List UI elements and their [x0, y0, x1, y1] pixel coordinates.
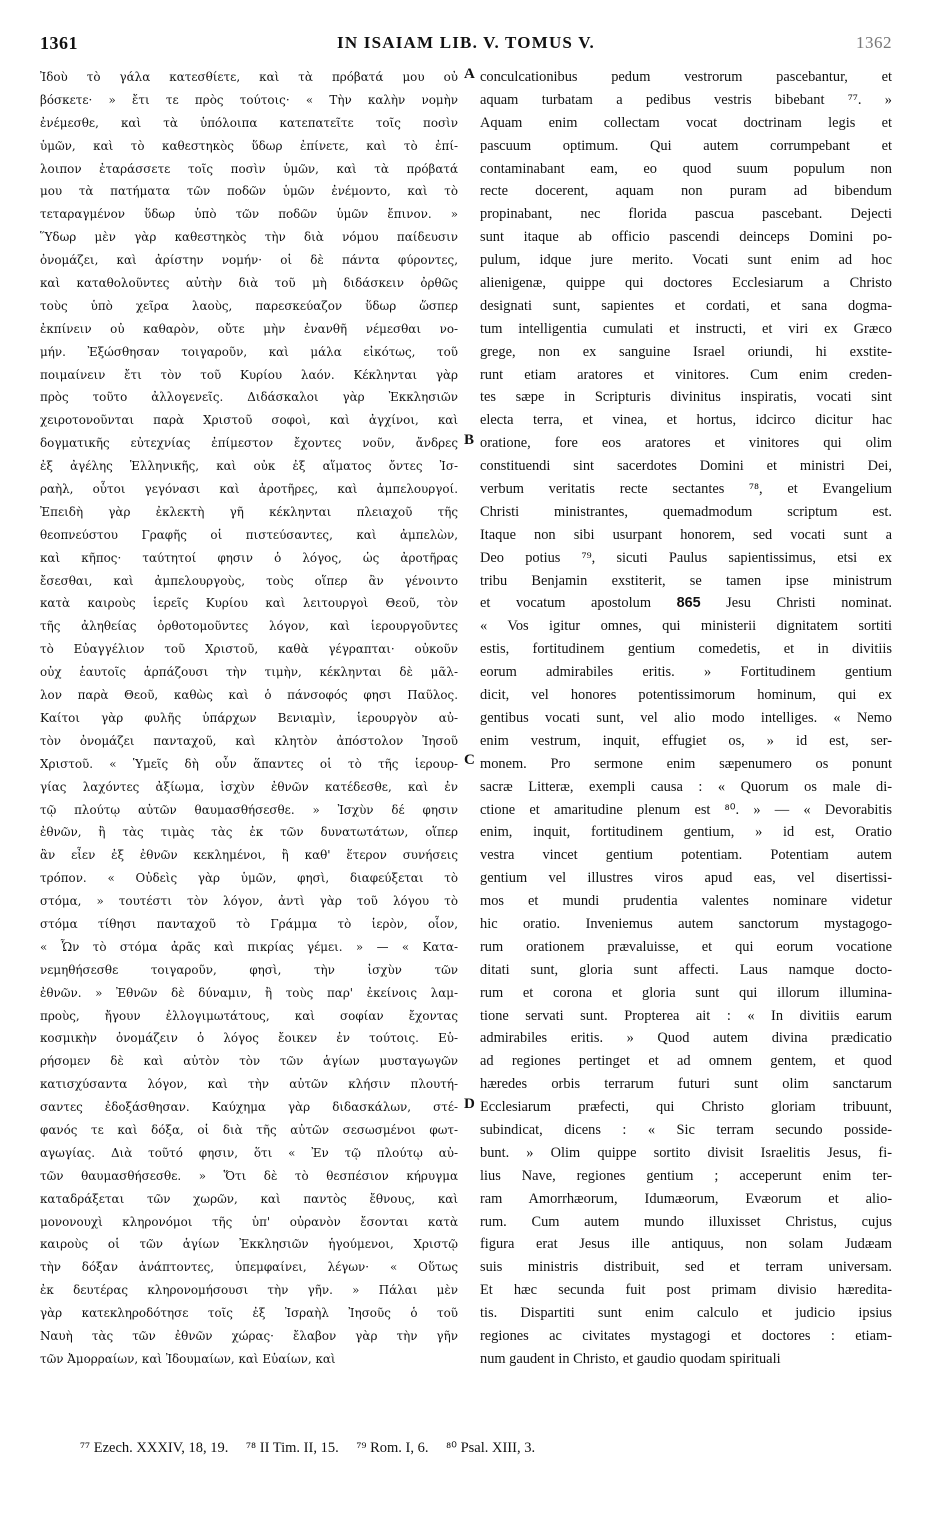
- page-number-right: 1362: [856, 33, 892, 52]
- greek-text-line: Καίτοι γὰρ φυλῆς ὑπάρχων Βενιαμὶν, ἱερουργὸν αὐ-: [40, 710, 458, 725]
- latin-text-line: dicit, vel honores potentissimorum hominum, qui ex: [480, 687, 892, 704]
- greek-text-line: ἐθνῶν. » Ἐθνῶν δὲ δύναμιν, ἢ τοὺς παρ' ἐκείνοις λαμ-: [40, 985, 458, 1000]
- greek-text-line: λοιπον ἐταράσσετε τοῖς ποσὶν ὑμῶν, καὶ τὰ πρόβατά: [40, 161, 458, 176]
- latin-text-line: tione servati sunt. Propterea ait : « In divitiis earum: [480, 1007, 892, 1024]
- latin-text-line: estis, fortitudinem gentium comedetis, et in divitiis: [480, 641, 892, 658]
- latin-text-line: rum et corona et gloria sunt qui illorum illumina-: [480, 984, 892, 1001]
- latin-text-line: eorum admirabiles eritis. » Fortitudinem gentium: [480, 664, 892, 681]
- greek-text-line: τοὺς ὑπὸ χεῖρα λαοὺς, παρεσκεύαζον ὕδωρ ὥσπερ: [40, 298, 458, 313]
- latin-text-line: ditati sunt, gloria sunt affecti. Laus namque docto-: [480, 961, 892, 978]
- latin-text-line: num gaudent in Christo, et gaudio quodam spirituali: [480, 1350, 781, 1367]
- greek-text-line: πρὸς τοῦτο ἀλλογενεῖς. Διδάσκαλοι γὰρ Ἐκκλησιῶν: [40, 390, 458, 405]
- greek-text-line: σαντες ἐδοξάσθησαν. Καύχημα γὰρ διδασκάλων, στέ-: [40, 1100, 458, 1115]
- greek-text-line: Ἐπειδὴ γὰρ ἐκλεκτὴ γῆ κέκληνται πλειαχοῦ τῆς: [40, 504, 458, 519]
- greek-text-line: προὺς, ἤγουν ἐλλογιμωτάτους, καὶ σοφίαν ἔχοντας: [40, 1008, 458, 1023]
- latin-text-line: electa terra, et vinea, et hortus, idcirco dicitur hac: [480, 412, 892, 429]
- latin-text-column: [480, 66, 892, 1371]
- latin-text-line: rum orationem prævaluisse, et qui eorum vocatione: [480, 938, 892, 955]
- greek-text-line: κατισχύσαντα λόγον, καὶ τὴν αὐτῶν κλήσιν πλουτή-: [40, 1077, 458, 1092]
- greek-text-line: ἔσεσθαι, καὶ ἀμπελουργοὺς, τοὺς οἵπερ ἂν γένοιντο: [40, 573, 458, 588]
- greek-text-line: τρόπον. « Οὐδεὶς γὰρ ὑμῶν, φησὶ, διαφεύξεται τὸ: [40, 871, 458, 886]
- greek-text-line: ἐκπίνειν οὐ καθαρὸν, οὔτε μὴν ἐνανθῆ νέμεσθαι νο-: [40, 321, 458, 336]
- latin-text-line: designati sunt, sapientes et cordati, et sana dogma-: [480, 297, 892, 314]
- section-marker-c: C: [464, 752, 475, 768]
- running-title: IN ISAIAM LIB. V. TOMUS V.: [337, 33, 595, 52]
- footnotes: [80, 1440, 549, 1457]
- latin-text-line: enim, inquit, fortitudinem gentium, » id est, Oratio: [480, 824, 892, 841]
- latin-text-line: pascuum optimum. Qui autem corrumpebant et: [480, 137, 892, 154]
- latin-text-line: ad regiones pertinget et ad omnem gentem, et quod: [480, 1053, 892, 1070]
- greek-text-line: ὑμῶν, καὶ τὸ καθεστηκὸς ὕδωρ ἐπίνετε, καὶ τὸ ἐπί-: [40, 138, 458, 153]
- latin-text-line: Deo potius ⁷⁹, sicuti Paulus sapientissimus, etsi ex: [480, 549, 892, 566]
- latin-text-line: admirabiles eritis. » Quod autem divina prædicatio: [480, 1030, 892, 1047]
- latin-text-line: conculcationibus pedum vestrorum pascebantur, et: [480, 69, 892, 85]
- greek-text-line: ἐθνῶν, ἢ τὰς τιμὰς τὰς ἐκ τῶν δυνατωτάτων, οἵπερ: [40, 825, 458, 840]
- latin-text-line: recte docerent, aquam non puram ad bibendum: [480, 183, 892, 200]
- latin-text-line: grege, non ex sanguine Israel oriundi, hi exstite-: [480, 343, 892, 360]
- greek-text-line: καὶ κῆπος· ταύτητοί φησιν ὁ λόγος, ὡς ἀροτῆρας: [40, 550, 458, 565]
- latin-text-line: constituendi sint sacerdotes Domini et ministri Dei,: [480, 458, 892, 475]
- latin-text-line: gentibus vocati sunt, vel alio modo intelliges. « Nemo: [480, 709, 892, 726]
- greek-text-line: καὶ καταθολοῦντες αὐτὴν διὰ τοῦ μὴ διδάσκειν ὀρθῶς: [40, 276, 458, 291]
- latin-text-line: Ecclesiarum præfecti, qui Christo gloriam tribuunt,: [480, 1099, 892, 1116]
- greek-text-line: νεμηθήσεσθε τοιγαροῦν, φησὶ, τὴν ἰσχὺν τῶν: [40, 962, 458, 977]
- latin-text-line: figura erat Jesus ille antiquus, non solam Judæam: [480, 1236, 892, 1253]
- latin-text-line: alienigenæ, quippe qui doctores Ecclesiarum a Christo: [480, 275, 892, 292]
- footnote-77: ⁷⁷ Ezech. XXXIV, 18, 19.: [80, 1440, 229, 1456]
- greek-text-line: Ὕδωρ μὲν γὰρ καθεστηκὸς τὴν διὰ νόμου παίδευσιν: [40, 230, 458, 245]
- latin-text-line: hæredes orbis terrarum futuri sunt olim sanctarum: [480, 1076, 892, 1093]
- greek-text-line: λον παρὰ Θεοῦ, καθὼς καὶ ὁ πάνσοφός φησι Παῦλος.: [40, 688, 458, 703]
- latin-text-line: tis. Dispartiti sunt enim calculo et judicio ipsius: [480, 1305, 892, 1322]
- latin-text-line: verbum veritatis recte sectantes ⁷⁸, et Evangelium: [480, 481, 892, 498]
- greek-text-line: τὸν ὀνομάζει πανταχοῦ, καὶ κλητὸν ἀπόστολον Ἰησοῦ: [40, 733, 458, 748]
- latin-text-line: sacræ Litteræ, exempli causa : « Quorum os male di-: [480, 778, 892, 795]
- latin-text-line: « Vos igitur omnes, qui ministerii dignitatem sortiti: [480, 618, 892, 635]
- latin-text-line: rum. Cum autem mundo illuxisset Christus, cujus: [480, 1213, 892, 1230]
- latin-text-line: sunt itaque ab officio pascendi deinceps Domini po-: [480, 229, 892, 246]
- greek-text-line: « Ὧν τὸ στόμα ἀρᾶς καὶ πικρίας γέμει. » — « Κατα-: [40, 939, 458, 954]
- latin-text-line: regiones ac civitates mystagogi et doctores : etiam-: [480, 1327, 892, 1344]
- footnote-80: ⁸⁰ Psal. XIII, 3.: [446, 1440, 536, 1456]
- greek-text-line: δογματικῆς εὐτεχνίας ἐπίμεστον ἔχοντες νοῦν, ἄνδρες: [40, 436, 458, 451]
- latin-text-line: runt etiam aratores et vinitores. Cum enim creden-: [480, 366, 892, 383]
- greek-text-line: ποιμαίνειν ἔτι τὸν τοῦ Κυρίου λαόν. Κέκληνται γὰρ: [40, 367, 458, 382]
- greek-text-column: [40, 66, 458, 1371]
- greek-text-line: βόσκετε· » ἔτι τε πρὸς τούτοις· « Τὴν καλὴν νομὴν: [40, 92, 458, 107]
- greek-text-line: ρήσομεν δὲ καὶ αὐτὸν τὸν τῶν ἁγίων μυσταγωγῶν: [40, 1054, 458, 1069]
- greek-text-line: μήν. Ἐξώσθησαν τοιγαροῦν, καὶ μάλα εἰκότως, τοῦ: [40, 344, 458, 359]
- greek-text-line: τῶν θαυμασθήσεσθε. » Ὅτι δὲ τὸ θεσπέσιον κήρυγμα: [40, 1168, 458, 1183]
- latin-text-line: bunt. » Olim quippe sortito divisit Israelitis Jesus, fi-: [480, 1144, 892, 1161]
- greek-text-line: τεταραγμένον ὕδωρ ὑπὸ τῶν ποδῶν ὑμῶν ἔπινον. »: [40, 207, 458, 222]
- latin-text-line: Christi ministrantes, quemadmodum scriptum est.: [480, 503, 892, 520]
- greek-text-line: κοσμικὴν ὀνομάζειν ὁ λόγος ἔοικεν ἐν τούτοις. Εὑ-: [40, 1031, 458, 1046]
- latin-text-line: vestra vincet gentium potentiam. Potentiam autem: [480, 847, 892, 864]
- section-marker-a: A: [464, 66, 475, 82]
- latin-text-line: pulum, idque jure merito. Vocati sunt enim ad hoc: [480, 252, 892, 269]
- latin-text-line: tes sæpe in Scripturis divinitus inspiratis, vocati sint: [480, 389, 892, 406]
- greek-text-line: ἂν εἶεν ἐξ ἐθνῶν κεκλημένοι, ἢ καθ' ἕτερον συνήσεις: [40, 848, 458, 863]
- latin-text-line: Et hæc secunda fuit post primam divisio hæredita-: [480, 1282, 892, 1299]
- latin-text-line: oratione, fore eos aratores et vinitores qui olim: [480, 435, 892, 452]
- latin-text-line: suis ministris distribuit, sed et terram universam.: [480, 1259, 892, 1276]
- greek-text-line: στόμα τίθησι πανταχοῦ τὸ Γράμμα τὸ ἱερὸν, οἷον,: [40, 916, 458, 931]
- latin-text-line: Aquam enim collectam vocat doctrinam legis et: [480, 114, 892, 131]
- footnote-78: ⁷⁸ II Tim. II, 15.: [246, 1440, 339, 1456]
- latin-text-line: et vocatum apostolum 865 Jesu Christi nominat.: [480, 595, 892, 612]
- greek-text-line: Ναυὴ τὰς τῶν ἐθνῶν χώρας· ἔλαβον γὰρ τὴν γῆν: [40, 1328, 458, 1343]
- latin-text-line: aquam turbatam a pedibus vestris bibebant ⁷⁷. »: [480, 91, 892, 108]
- latin-text-line: enim vestrum, inquit, effugiet os, » id est, ser-: [480, 732, 892, 749]
- greek-text-line: ὀνομάζει, καὶ ἀρίστην νομήν· οἱ δὲ πάντα φύροντες,: [40, 253, 458, 268]
- greek-text-line: τὸ Εὐαγγέλιον τοῦ Χριστοῦ, καθὰ γέγραπται· οὐκοῦν: [40, 642, 458, 657]
- latin-text-line: hic oratio. Inveniemus autem sanctorum mystagogo-: [480, 915, 892, 932]
- latin-text-line: propinabant, nec florida pascua pascebant. Dejecti: [480, 206, 892, 223]
- greek-text-line: φανός τε καὶ δόξα, οἱ διὰ τῆς αὐτῶν σεσωσμένοι φωτ-: [40, 1122, 458, 1137]
- page-number-left: 1361: [40, 33, 78, 53]
- greek-text-line: ἐνέμεσθε, καὶ τὰ ὑπόλοιπα κατεπατεῖτε τοῖς ποσὶν: [40, 115, 458, 130]
- greek-text-line: ραὴλ, οὗτοι γεγόνασι καὶ ἀροτῆρες, καὶ ἀμπελουργοί.: [40, 482, 458, 497]
- greek-text-line: στόμα, » τουτέστι τὸν λόγον, ἀντὶ γὰρ τοῦ λόγου τὸ: [40, 894, 458, 909]
- greek-text-line: τῷ πλούτῳ αὐτῶν θαυμασθήσεσθε. » Ἰσχὺν δέ φησιν: [40, 802, 458, 817]
- greek-text-line: καταδράξεται τῶν χωρῶν, καὶ παντὸς ἔθνους, καὶ: [40, 1191, 458, 1206]
- greek-text-line: ἐξ ἀγέλης Ἑλληνικῆς, καὶ οὐκ ἐξ αἵματος ὄντες Ἰσ-: [40, 459, 458, 474]
- greek-text-line: αγωγίας. Διὰ τοῦτό φησιν, ὅτι « Ἐν τῷ πλούτῳ αὐ-: [40, 1145, 458, 1160]
- greek-text-line: Ἰδοὺ τὸ γάλα κατεσθίετε, καὶ τὰ πρόβατά μου οὐ: [40, 70, 458, 84]
- column-number: 865: [676, 595, 701, 612]
- latin-text-line: contaminabant eam, eo quod suum populum non: [480, 160, 892, 177]
- greek-text-line: θεοπνεύστου Γραφῆς οἱ πιστεύσαντες, καὶ ἀμπελὼν,: [40, 527, 458, 542]
- latin-text-line: subindicat, dicens : « Sic terram secundo posside-: [480, 1121, 892, 1138]
- latin-text-line: Itaque non sibi usurpant honorem, sed vocati sunt a: [480, 526, 892, 543]
- greek-text-line: καιροὺς οἱ τῶν ἁγίων Ἐκκλησιῶν ἡγούμενοι, Χριστῷ: [40, 1237, 458, 1252]
- greek-text-line: κατὰ καιροὺς ἱερεῖς Κυρίου καὶ λειτουργοὶ Θεοῦ, τὸν: [40, 596, 458, 611]
- latin-text-line: ctione et amaritudine plenum est ⁸⁰. » — « Devorabitis: [480, 801, 892, 818]
- greek-text-line: μου τὰ πατήματα τῶν ποδῶν ὑμῶν ἐνέμοντο, καὶ τὸ: [40, 184, 458, 199]
- greek-text-line: ἐκ δευτέρας κληρονομήσουσι τὴν γῆν. » Πάλαι μὲν: [40, 1283, 458, 1298]
- greek-text-line: Χριστοῦ. « Ὑμεῖς δὴ οὖν ἅπαντες οἱ τὸ τῆς ἱερουρ-: [40, 756, 458, 771]
- greek-text-line: τῆς ἀληθείας ὀρθοτομοῦντες λόγον, καὶ ἱερουργοῦντες: [40, 619, 458, 634]
- section-marker-d: D: [464, 1096, 475, 1112]
- greek-text-line: οὐχ ἑαυτοῖς ἁρπάζουσι τὴν τιμὴν, κέκληνται δὲ μᾶλ-: [40, 665, 458, 680]
- greek-text-line: γίας λαχόντες ἀξίωμα, ἰσχὺν ἐθνῶν κατέδεσθε, καὶ ἐν: [40, 779, 458, 794]
- latin-text-line: gentium vel illustres viros apud eas, vel disertissi-: [480, 870, 892, 887]
- latin-text-line: ram Amorrhæorum, Idumæorum, Evæorum et alio-: [480, 1190, 892, 1207]
- footnote-79: ⁷⁹ Rom. I, 6.: [356, 1440, 429, 1456]
- latin-text-line: mos et mundi prudentia valentes nominare videtur: [480, 893, 892, 910]
- greek-text-line: χειροτονοῦνται παρὰ Χριστοῦ σοφοὶ, καὶ ἀγχίνοι, καὶ: [40, 413, 458, 428]
- greek-text-line: μονονουχὶ κληρονόμοι τῆς ὑπ' οὐρανὸν ἔσονται κατὰ: [40, 1214, 458, 1229]
- greek-text-line: γὰρ κατεκληροδότησε τοῖς ἐξ Ἰσραὴλ Ἰησοῦς ὁ τοῦ: [40, 1306, 458, 1321]
- latin-text-line: tribu Benjamin exstiterit, se tamen ipse ministrum: [480, 572, 892, 589]
- latin-text-line: monem. Pro sermone enim sæpenumero os ponunt: [480, 755, 892, 772]
- section-marker-b: B: [464, 432, 475, 448]
- latin-text-line: tum intelligentia cumulati et instructi, et viri ex Græco: [480, 320, 892, 337]
- greek-text-line: τῶν Ἀμορραίων, καὶ Ἰδουμαίων, καὶ Εὐαίων, καὶ: [40, 1351, 336, 1366]
- greek-text-line: τὴν δόξαν ἀνάπτοντες, ὑπεμφαίνει, λέγων· « Οὕτως: [40, 1260, 458, 1275]
- page-header: [40, 33, 892, 57]
- latin-text-line: lius Nave, regiones gentium ; acceperunt enim ter-: [480, 1167, 892, 1184]
